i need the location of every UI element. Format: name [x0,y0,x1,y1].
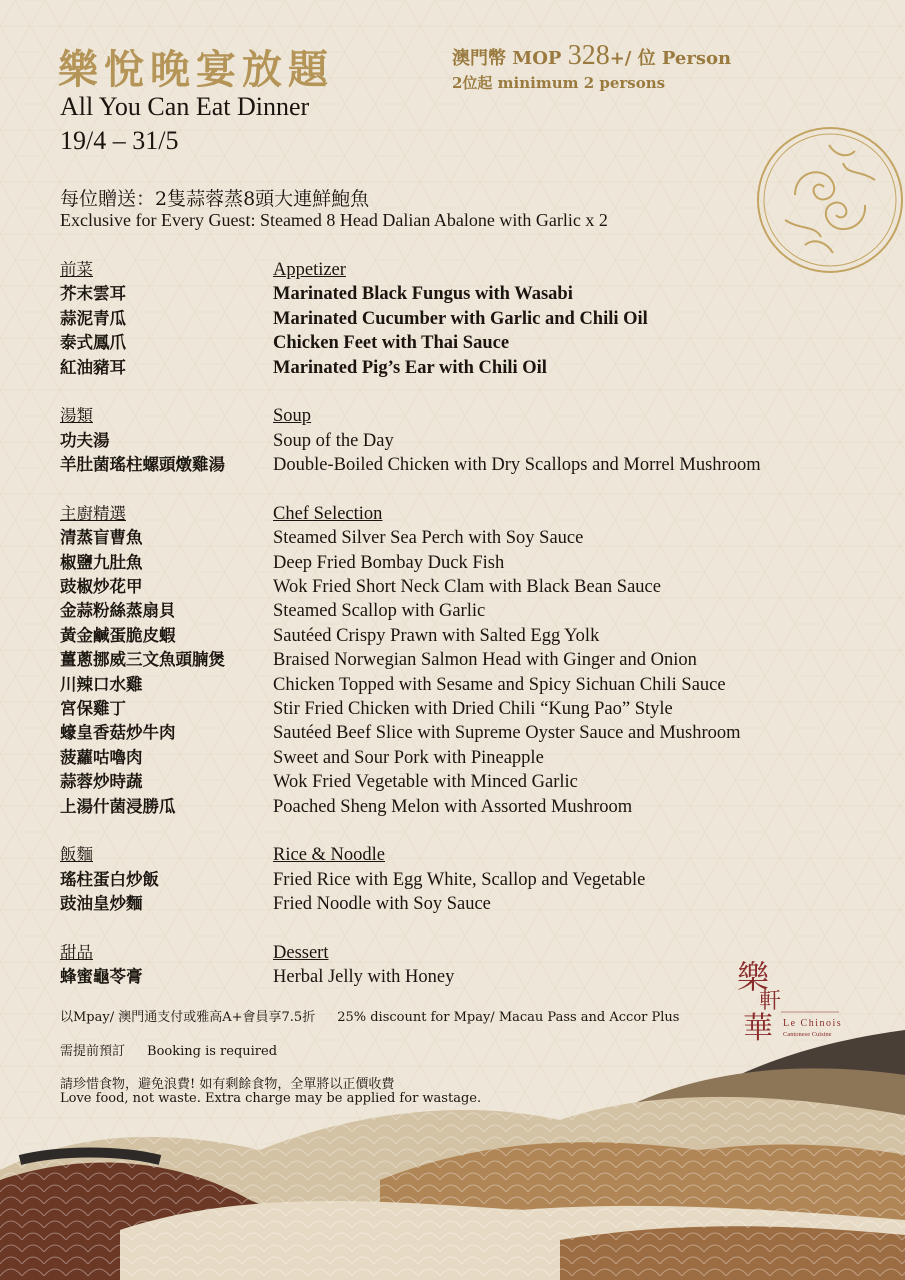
waste-note-zh: 請珍惜食物，避免浪費! 如有剩餘食物，全單將以正價收費 [60,1077,395,1092]
menu-item-en: Sweet and Sour Pork with Pineapple [273,747,544,768]
menu-item [60,624,880,648]
menu-item [60,307,880,331]
price-suffix: +/ 位 Person [609,48,732,69]
menu-item [60,453,880,477]
section-title-en: Appetizer [273,260,346,280]
menu-item-en: Sautéed Beef Slice with Supreme Oyster Sauce and Mushroom [273,723,741,744]
section-title-zh: 前菜 [60,260,93,279]
menu-item-zh: 豉椒炒花甲 [60,577,143,597]
price-line [452,40,731,72]
booking-note-zh: 需提前預訂 [60,1044,126,1059]
section-title-zh: 飯麵 [60,845,93,865]
menu-item-zh: 黃金鹹蛋脆皮蝦 [60,625,176,645]
menu-item-zh: 金蒜粉絲蒸扇貝 [60,601,176,621]
menu-item [60,892,880,916]
menu-item-zh: 紅油豬耳 [60,357,126,377]
section-header [60,502,880,526]
menu-item [60,331,880,355]
menu-item [60,575,880,599]
menu-item-en: Soup of the Day [273,430,394,451]
price-prefix: 澳門幣 MOP [452,48,568,69]
waste-note-en: Love food, not waste. Extra charge may be applied for wastage. [60,1091,482,1106]
menu-item [60,599,880,623]
menu-item-en: Double-Boiled Chicken with Dry Scallops and Morrel Mushroom [273,455,761,476]
menu-item [60,673,880,697]
menu-item [60,648,880,672]
menu-item-zh: 泰式鳳爪 [60,333,126,353]
menu-item-en: Poached Sheng Melon with Assorted Mushroom [273,796,633,817]
menu-item-zh: 薑蔥挪威三文魚頭腩煲 [60,650,225,670]
menu-item [60,721,880,745]
section-title-en: Rice & Noodle [273,845,386,866]
menu-item-zh: 羊肚菌瑤柱螺頭燉雞湯 [60,455,225,475]
price-amount: 328 [567,40,610,71]
section-header [60,258,880,282]
menu-item [60,746,880,770]
logo-glyph-2: 軒 [759,989,782,1014]
menu-item-zh: 芥末雲耳 [60,284,126,304]
menu-item [60,770,880,794]
menu-item-en: Braised Norwegian Salmon Head with Ginger and Onion [273,650,697,671]
menu-item-en: Wok Fried Short Neck Clam with Black Bean Sauce [273,577,661,598]
discount-note-zh: 以Mpay/ 澳門通支付或雅高A+會員享7.5折 [60,1010,316,1025]
section-header [60,843,880,867]
booking-note-en: Booking is required [147,1044,278,1059]
section-header [60,404,880,428]
logo-subtitle: Cantonese Cuisine [783,1031,832,1038]
menu-item [60,697,880,721]
wave-hills-decoration [0,1000,905,1280]
menu-item-zh: 菠蘿咕嚕肉 [60,747,143,767]
menu-item-zh: 上湯什菌浸勝瓜 [60,796,176,816]
gift-english: Exclusive for Every Guest: Steamed 8 Head Dalian Abalone with Garlic x 2 [60,210,608,230]
section-title-en: Soup [273,406,312,427]
menu-item [60,356,880,380]
menu-item-en: Marinated Cucumber with Garlic and Chili Oil [273,308,648,329]
menu-item-zh: 豉油皇炒麵 [60,894,143,914]
menu-item [60,282,880,306]
menu-item-en: Stir Fried Chicken with Dried Chili “Kung Pao” Style [273,699,673,720]
promotion-dates: 19/4 – 31/5 [60,126,179,155]
menu-item-en: Marinated Pig’s Ear with Chili Oil [273,357,547,378]
menu-item [60,795,880,819]
menu-item-zh: 瑤柱蛋白炒飯 [60,869,159,889]
gift-chinese: 每位贈送：2隻蒜蓉蒸8頭大連鮮鮑魚 [60,188,370,210]
menu-item-zh: 蜂蜜龜苓膏 [60,967,143,987]
menu-item-zh: 蒜蓉炒時蔬 [60,772,143,792]
menu-item [60,551,880,575]
menu-item-en: Marinated Black Fungus with Wasabi [273,284,573,305]
menu-item-en: Fried Noodle with Soy Sauce [273,894,491,915]
section-title-en: Chef Selection [273,503,383,524]
title-english: All You Can Eat Dinner [60,92,310,121]
gold-medallion-ornament [755,125,905,275]
menu-item [60,868,880,892]
menu-item-zh: 宮保雞丁 [60,699,126,719]
menu-item-zh: 川辣口水雞 [60,674,143,694]
title-chinese: 樂悅晚宴放題 [58,46,334,93]
section-title-zh: 主廚精選 [60,503,126,523]
menu-item-en: Deep Fried Bombay Duck Fish [273,552,505,573]
menu-item-zh: 清蒸盲曹魚 [60,528,143,548]
discount-note-en: 25% discount for Mpay/ Macau Pass and Accor Plus [337,1010,680,1025]
section-title-zh: 湯類 [60,406,93,426]
menu-item-zh: 功夫湯 [60,430,110,450]
menu-item-en: Sautéed Crispy Prawn with Salted Egg Yolk [273,625,600,646]
menu-item-zh: 蒜泥青瓜 [60,308,126,328]
menu-item-en: Herbal Jelly with Honey [273,967,455,988]
section-title-zh: 甜品 [60,942,93,962]
menu-item-zh: 椒鹽九肚魚 [60,552,143,572]
section-title-en: Dessert [273,942,329,963]
logo-glyph-3: 華 [743,1011,773,1046]
logo-brand: Le Chinois [783,1018,843,1029]
menu-item-en: Fried Rice with Egg White, Scallop and Vegetable [273,869,646,890]
menu-item-en: Steamed Scallop with Garlic [273,601,486,622]
menu-item [60,526,880,550]
logo-glyph-1: 樂 [737,958,770,996]
menu-list [60,258,880,990]
menu-item-en: Chicken Feet with Thai Sauce [273,333,510,354]
menu-item-en: Steamed Silver Sea Perch with Soy Sauce [273,528,584,549]
menu-item [60,429,880,453]
menu-item-zh: 蠔皇香菇炒牛肉 [60,723,176,743]
minimum-persons: 2位起 minimum 2 persons [452,74,666,92]
menu-item-en: Wok Fried Vegetable with Minced Garlic [273,772,578,793]
menu-item-en: Chicken Topped with Sesame and Spicy Sichuan Chili Sauce [273,674,726,695]
